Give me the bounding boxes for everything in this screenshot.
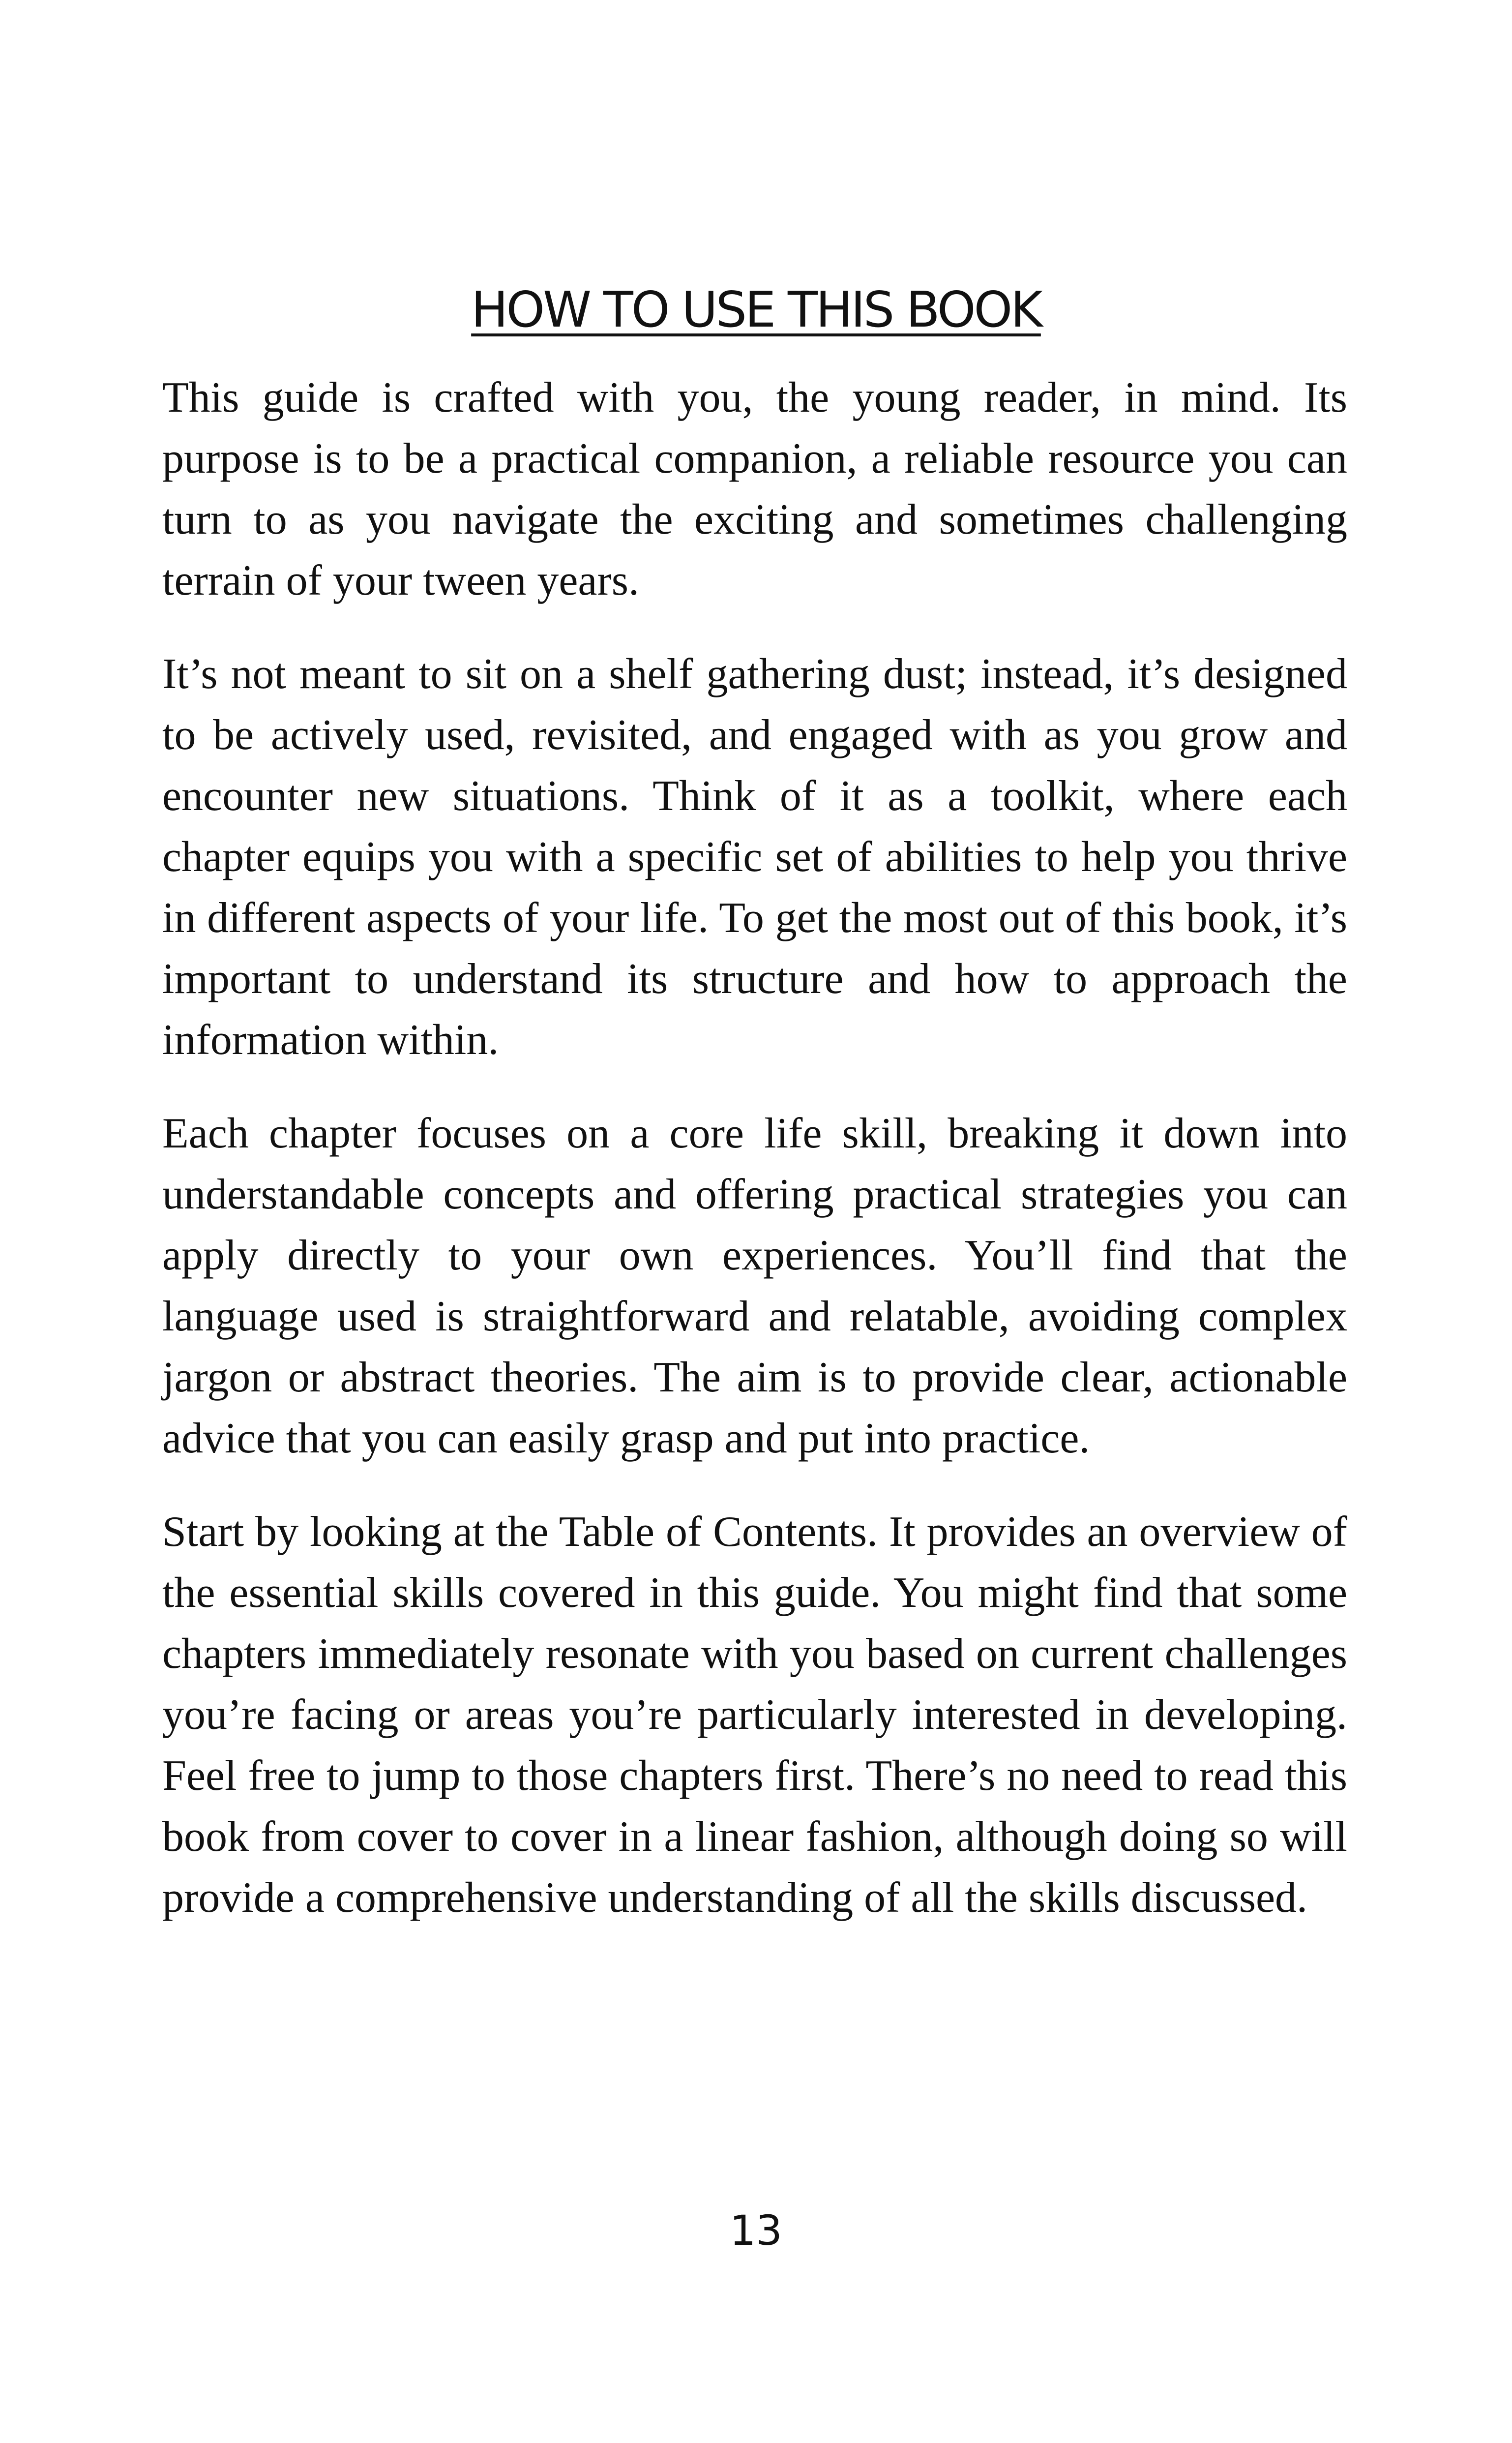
paragraph-2: It’s not meant to sit on a shelf gathering dust; instead, it’s designed to be actively used, revisited, and engaged with as you grow and encounter new situations. Think of it as a toolkit, where each chapter equips you with a specific set of abilities to help you thrive in different aspects of your life. To get the most out of this book, it’s important to understand its structure and how to approach the information within. <box>162 650 1347 1064</box>
page-number: 13 <box>730 2206 782 2255</box>
body-text <box>162 367 1347 1961</box>
paragraph-1: This guide is crafted with you, the young reader, in mind. Its purpose is to be a practical companion, a reliable resource you can turn to as you navigate the exciting and sometimes challenging terrain of your tween years. <box>162 374 1347 604</box>
page-title <box>0 275 1512 344</box>
page-title-text: HOW TO USE THIS BOOK <box>471 281 1041 338</box>
paragraph-3: Each chapter focuses on a core life skill, breaking it down into understandable concepts and offering practical strategies you can apply directly to your own experiences. You’ll find that the language used is straightforward and relatable, avoiding complex jargon or abstract theories. The aim is to provide clear, actionable advice that you can easily grasp and put into practice. <box>162 1110 1347 1462</box>
paragraph-4: Start by looking at the Table of Contents. It provides an overview of the essential skills covered in this guide. You might find that some chapters immediately resonate with you based on current challenges you’re facing or areas you’re particularly interested in developing. Feel free to jump to those chapters first. There’s no need to read this book from cover to cover in a linear fashion, although doing so will provide a comprehensive understanding of all the skills discussed. <box>162 1508 1347 1922</box>
